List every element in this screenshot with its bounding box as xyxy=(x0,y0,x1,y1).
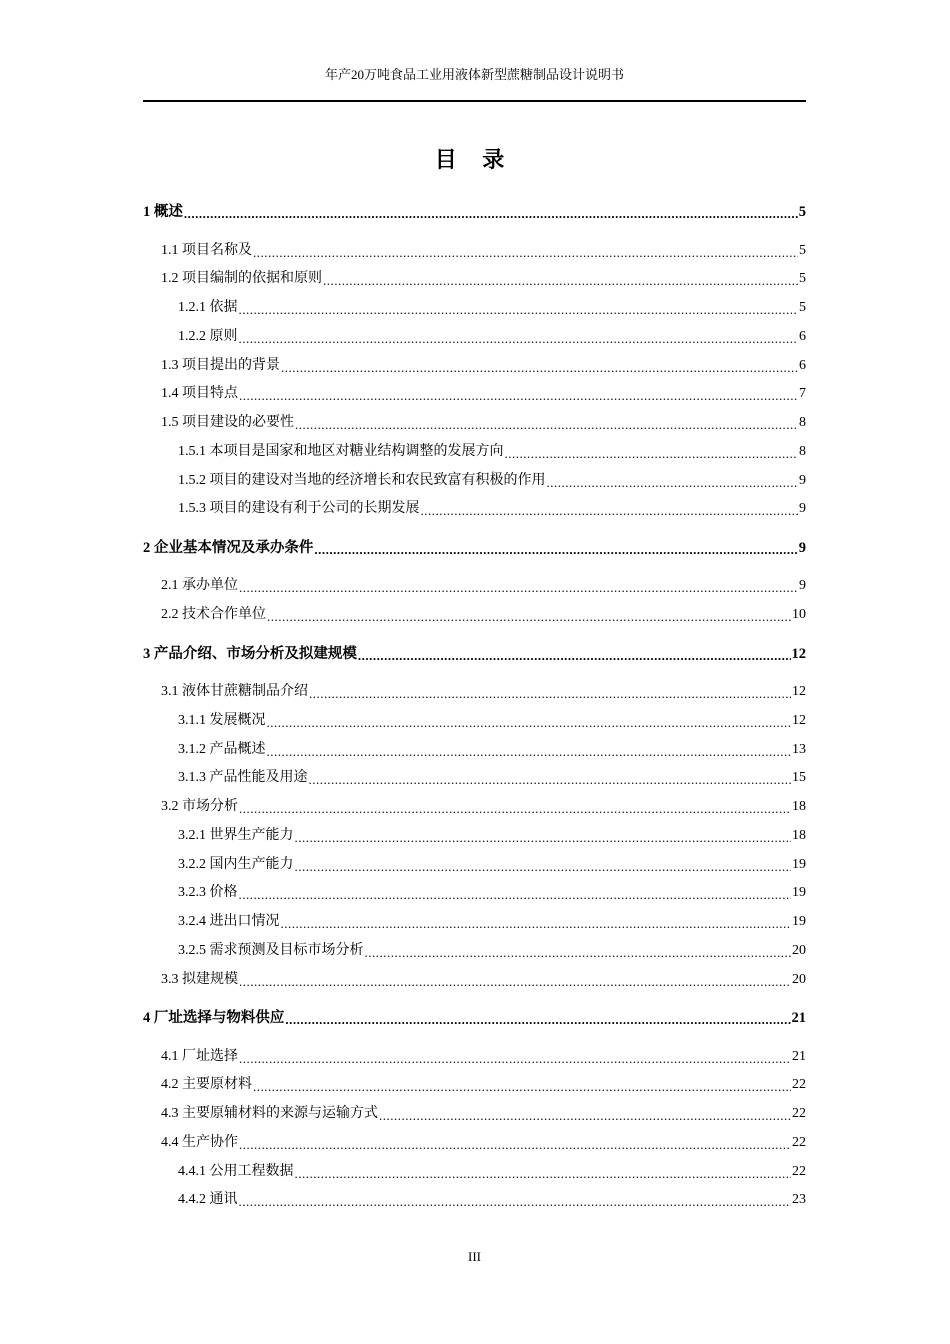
toc-entry-page: 20 xyxy=(792,942,806,958)
toc-entry-page: 5 xyxy=(799,300,806,315)
toc-entry-page: 20 xyxy=(792,971,806,987)
toc-dot-leader xyxy=(295,1162,792,1182)
toc-entry-page: 22 xyxy=(792,1106,806,1121)
toc-entry-title: 3.1.3 产品性能及用途 xyxy=(178,770,308,786)
toc-entry-title: 1.4 项目特点 xyxy=(161,386,238,402)
toc-entry-title: 3.3 拟建规模 xyxy=(161,971,238,987)
toc-section-entry[interactable] xyxy=(143,680,806,702)
page-number: III xyxy=(468,1249,481,1264)
toc-entry-title: 3.2.5 需求预测及目标市场分析 xyxy=(178,942,364,958)
toc-chapter-entry[interactable] xyxy=(143,1006,806,1028)
toc-entry-title: 1.2 项目编制的依据和原则 xyxy=(161,271,322,287)
toc-entry-page: 21 xyxy=(792,1048,806,1064)
toc-entry-title: 4.4.1 公用工程数据 xyxy=(178,1163,294,1179)
page-header: 年产20万吨食品工业用液体新型蔗糖制品设计说明书 xyxy=(324,67,624,82)
toc-entry-title: 3.2.1 世界生产能力 xyxy=(178,827,294,843)
toc-entry-page: 9 xyxy=(799,501,806,517)
toc-entry-title: 3.2.3 价格 xyxy=(178,885,238,901)
toc-dot-leader xyxy=(285,1008,790,1028)
toc-dot-leader xyxy=(323,269,798,289)
toc-subsection-entry[interactable] xyxy=(143,738,806,760)
toc-entry-title: 1.5 项目建设的必要性 xyxy=(161,415,294,430)
toc-entry-page: 18 xyxy=(792,799,806,814)
toc-entry-title: 3.2.2 国内生产能力 xyxy=(178,856,294,872)
toc-dot-leader xyxy=(239,1047,791,1067)
toc-entry-title: 4.1 厂址选择 xyxy=(161,1048,238,1064)
toc-subsection-entry[interactable] xyxy=(143,440,806,462)
toc-entry-title: 3.1 液体甘蔗糖制品介绍 xyxy=(161,684,308,699)
toc-section-entry[interactable] xyxy=(143,1131,806,1153)
toc-entry-title: 2.1 承办单位 xyxy=(161,578,238,594)
toc-dot-leader xyxy=(239,384,798,404)
toc-subsection-entry[interactable] xyxy=(143,881,806,903)
toc-dot-leader xyxy=(239,327,799,347)
toc-chapter-entry[interactable] xyxy=(143,642,806,664)
toc-entry-page: 13 xyxy=(792,741,806,757)
toc-dot-leader xyxy=(239,298,799,318)
toc-entry-title: 1 概述 xyxy=(143,204,183,220)
toc-entry-page: 8 xyxy=(799,415,806,430)
toc-entry-title: 1.1 项目名称及 xyxy=(161,242,252,258)
toc-subsection-entry[interactable] xyxy=(143,1188,806,1210)
toc-dot-leader xyxy=(365,941,792,961)
toc-dot-leader xyxy=(239,797,791,817)
toc-entry-page: 22 xyxy=(792,1077,806,1093)
toc-section-entry[interactable] xyxy=(143,239,806,261)
toc-dot-leader xyxy=(253,241,798,261)
toc-section-entry[interactable] xyxy=(143,1102,806,1124)
toc-entry-page: 5 xyxy=(798,204,806,220)
toc-dot-leader xyxy=(379,1104,791,1124)
toc-entry-title: 3.1.2 产品概述 xyxy=(178,741,266,757)
toc-subsection-entry[interactable] xyxy=(143,469,806,491)
toc-entry-title: 3 产品介绍、市场分析及拟建规模 xyxy=(143,645,357,662)
toc-entry-title: 4 厂址选择与物料供应 xyxy=(143,1010,285,1026)
toc-chapter-entry[interactable] xyxy=(143,200,806,222)
toc-entry-page: 15 xyxy=(792,770,806,786)
toc-subsection-entry[interactable] xyxy=(143,1160,806,1182)
toc-subsection-entry[interactable] xyxy=(143,824,806,846)
toc-subsection-entry[interactable] xyxy=(143,910,806,932)
toc-dot-leader xyxy=(267,605,791,625)
toc-section-entry[interactable] xyxy=(143,968,806,990)
toc-section-entry[interactable] xyxy=(143,1073,806,1095)
toc-entry-title: 4.4.2 通讯 xyxy=(178,1192,238,1208)
toc-entry-title: 2.2 技术合作单位 xyxy=(161,607,266,622)
toc-dot-leader xyxy=(267,711,792,731)
toc-subsection-entry[interactable] xyxy=(143,709,806,731)
toc-entry-title: 1.5.3 项目的建设有利于公司的长期发展 xyxy=(178,501,420,517)
toc-subsection-entry[interactable] xyxy=(143,325,806,347)
toc-subsection-entry[interactable] xyxy=(143,766,806,788)
toc-entry-page: 9 xyxy=(799,578,806,594)
toc-entry-page: 18 xyxy=(792,827,806,843)
toc-dot-leader xyxy=(314,538,797,558)
toc-section-entry[interactable] xyxy=(143,411,806,433)
toc-dot-leader xyxy=(281,356,798,376)
toc-dot-leader xyxy=(239,1190,792,1210)
toc-entry-page: 23 xyxy=(792,1192,806,1208)
toc-entry-title: 4.4 生产协作 xyxy=(161,1134,238,1150)
toc-dot-leader xyxy=(253,1075,791,1095)
toc-dot-leader xyxy=(505,442,799,462)
toc-entry-title: 3.2 市场分析 xyxy=(161,799,238,814)
toc-subsection-entry[interactable] xyxy=(143,853,806,875)
toc-entry-page: 12 xyxy=(791,645,806,662)
toc-dot-leader xyxy=(358,644,791,664)
toc-section-entry[interactable] xyxy=(143,354,806,376)
toc-dot-leader xyxy=(184,202,798,222)
toc-entry-page: 21 xyxy=(791,1010,806,1026)
toc-chapter-entry[interactable] xyxy=(143,536,806,558)
toc-entry-page: 8 xyxy=(799,443,806,459)
toc-section-entry[interactable] xyxy=(143,1045,806,1067)
toc-section-entry[interactable] xyxy=(143,267,806,289)
toc-dot-leader xyxy=(309,682,791,702)
toc-entry-title: 3.2.4 进出口情况 xyxy=(178,914,280,929)
toc-dot-leader xyxy=(239,883,792,903)
toc-section-entry[interactable] xyxy=(143,574,806,596)
toc-entry-title: 4.2 主要原材料 xyxy=(161,1077,252,1093)
toc-entry-title: 1.2.1 依据 xyxy=(178,300,238,315)
toc-entry-title: 1.5.2 项目的建设对当地的经济增长和农民致富有积极的作用 xyxy=(178,472,546,488)
toc-entry-page: 19 xyxy=(792,885,806,901)
toc-entry-page: 7 xyxy=(799,386,806,402)
toc-dot-leader xyxy=(295,413,798,433)
toc-entry-title: 2 企业基本情况及承办条件 xyxy=(143,539,314,556)
toc-entry-page: 19 xyxy=(792,856,806,872)
toc-dot-leader xyxy=(309,768,792,788)
toc-subsection-entry[interactable] xyxy=(143,939,806,961)
toc-dot-leader xyxy=(295,855,792,875)
toc-dot-leader xyxy=(239,970,791,990)
toc-entry-page: 12 xyxy=(792,684,806,699)
toc-subsection-entry[interactable] xyxy=(143,497,806,519)
toc-dot-leader xyxy=(281,912,792,932)
toc-entry-page: 5 xyxy=(799,271,806,287)
toc-entry-page: 5 xyxy=(799,242,806,258)
toc-dot-leader xyxy=(239,1133,791,1153)
toc-entry-page: 6 xyxy=(799,357,806,373)
toc-section-entry[interactable] xyxy=(143,795,806,817)
toc-title: 目 录 xyxy=(434,147,515,172)
toc-subsection-entry[interactable] xyxy=(143,296,806,318)
toc-dot-leader xyxy=(547,471,799,491)
toc-entry-title: 3.1.1 发展概况 xyxy=(178,712,266,728)
toc-entry-page: 9 xyxy=(798,539,806,556)
toc-section-entry[interactable] xyxy=(143,382,806,404)
toc-dot-leader xyxy=(267,740,792,760)
toc-entry-title: 1.2.2 原则 xyxy=(178,328,238,344)
toc-entry-title: 1.5.1 本项目是国家和地区对糖业结构调整的发展方向 xyxy=(178,443,504,459)
toc-dot-leader xyxy=(295,826,792,846)
toc-entry-page: 6 xyxy=(799,328,806,344)
toc-entry-title: 1.3 项目提出的背景 xyxy=(161,357,280,373)
toc-dot-leader xyxy=(421,499,799,519)
toc-entry-title: 4.3 主要原辅材料的来源与运输方式 xyxy=(161,1106,378,1121)
header-divider xyxy=(143,100,806,102)
toc-entry-page: 22 xyxy=(792,1163,806,1179)
toc-entry-page: 9 xyxy=(799,472,806,488)
toc-dot-leader xyxy=(239,576,798,596)
toc-entry-page: 22 xyxy=(792,1134,806,1150)
toc-section-entry[interactable] xyxy=(143,603,806,625)
toc-entry-page: 12 xyxy=(792,712,806,728)
toc-entry-page: 19 xyxy=(792,914,806,929)
toc-entry-page: 10 xyxy=(792,607,806,622)
